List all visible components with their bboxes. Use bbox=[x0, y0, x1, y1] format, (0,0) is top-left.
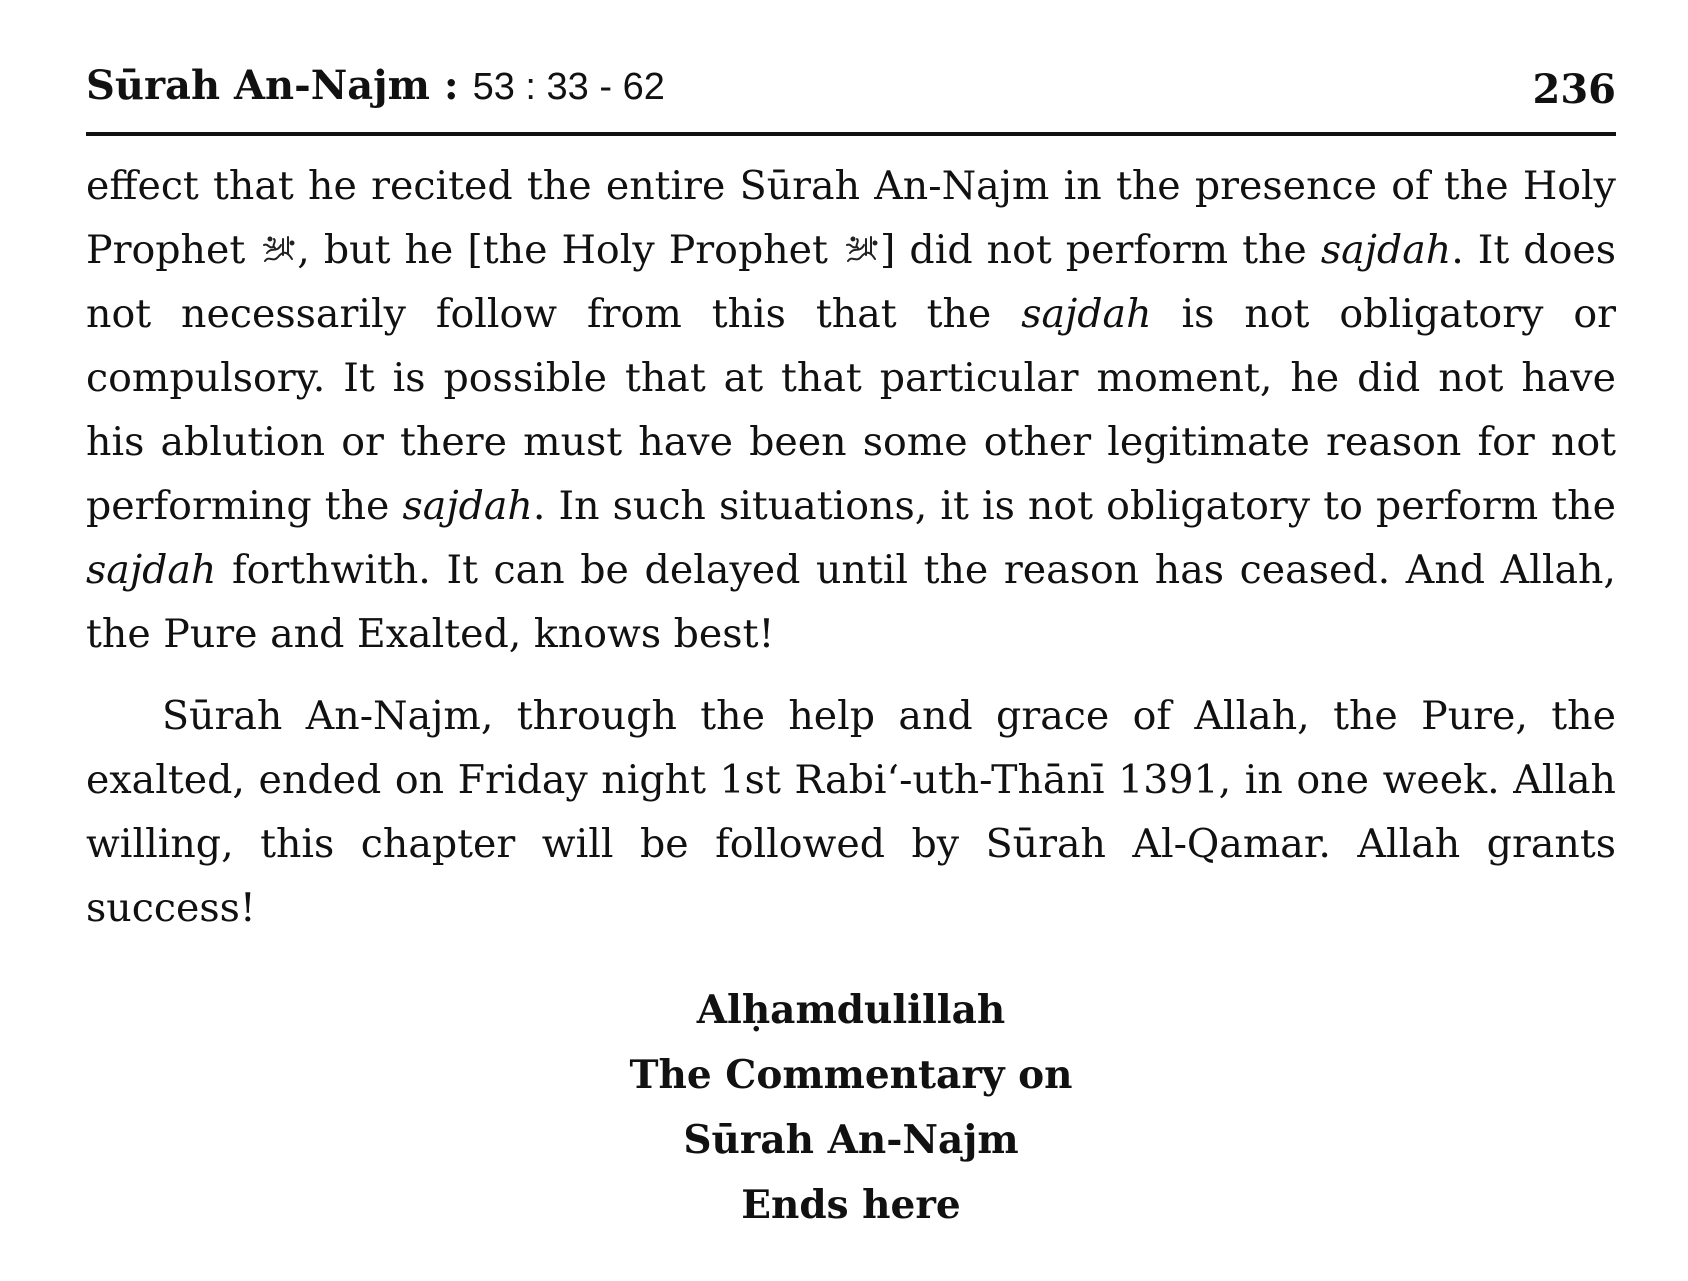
header-separator: : bbox=[429, 62, 473, 109]
term-sajdah: sajdah bbox=[1021, 291, 1152, 337]
salutation-glyph-icon bbox=[842, 233, 880, 267]
closing-colophon bbox=[86, 978, 1616, 1238]
paragraph-2: Sūrah An-Najm, through the help and grace of Allah, the Pure, the exalted, ended on Friday night 1st Rabi‘-uth-Thānī 1391, in one week. Allah willing, this chapter will be followed by Sūrah Al-Qamar. Allah grants success! bbox=[86, 693, 1616, 931]
paragraph-1-segment: is not obligatory or compulsory. It is possible that at that particular moment, he did not have his ablution or there must have been some other legitimate reason for not performing the bbox=[86, 291, 1616, 529]
running-header bbox=[86, 50, 1616, 136]
closing-line-4: Ends here bbox=[741, 1182, 961, 1228]
term-sajdah: sajdah bbox=[1320, 227, 1452, 273]
paragraph-1 bbox=[86, 154, 1616, 666]
page-number: 236 bbox=[1532, 66, 1616, 113]
paragraph-1-segment: . It does not necessarily follow from this that the bbox=[86, 227, 1617, 337]
closing-line-2: The Commentary on bbox=[629, 1052, 1073, 1098]
closing-line-3: Sūrah An-Najm bbox=[683, 1117, 1019, 1163]
term-sajdah: sajdah bbox=[402, 483, 533, 529]
header-left bbox=[86, 62, 665, 109]
header-verse-reference: 53 : 33 - 62 bbox=[472, 66, 665, 108]
term-sajdah: sajdah bbox=[86, 547, 217, 593]
paragraph-1-segment: effect that he recited the entire Sūrah An-Najm in the presence of the Holy Prophet bbox=[86, 163, 1616, 273]
paragraph-1-segment: forthwith. It can be delayed until the reason has ceased. And Allah, the Pure and Exalted, knows best! bbox=[86, 547, 1616, 657]
header-surah-title: Sūrah An-Najm bbox=[86, 62, 430, 109]
paragraph-1-segment: . In such situations, it is not obligatory to perform the bbox=[532, 483, 1616, 529]
closing-line-1: Alḥamdulillah bbox=[696, 987, 1006, 1033]
body-text bbox=[86, 154, 1616, 940]
paragraph-1-segment: , but he [the Holy Prophet bbox=[297, 227, 842, 273]
paragraph-1-segment: ] did not perform the bbox=[879, 227, 1321, 273]
salutation-glyph-icon bbox=[259, 233, 297, 267]
book-page bbox=[86, 50, 1616, 1250]
